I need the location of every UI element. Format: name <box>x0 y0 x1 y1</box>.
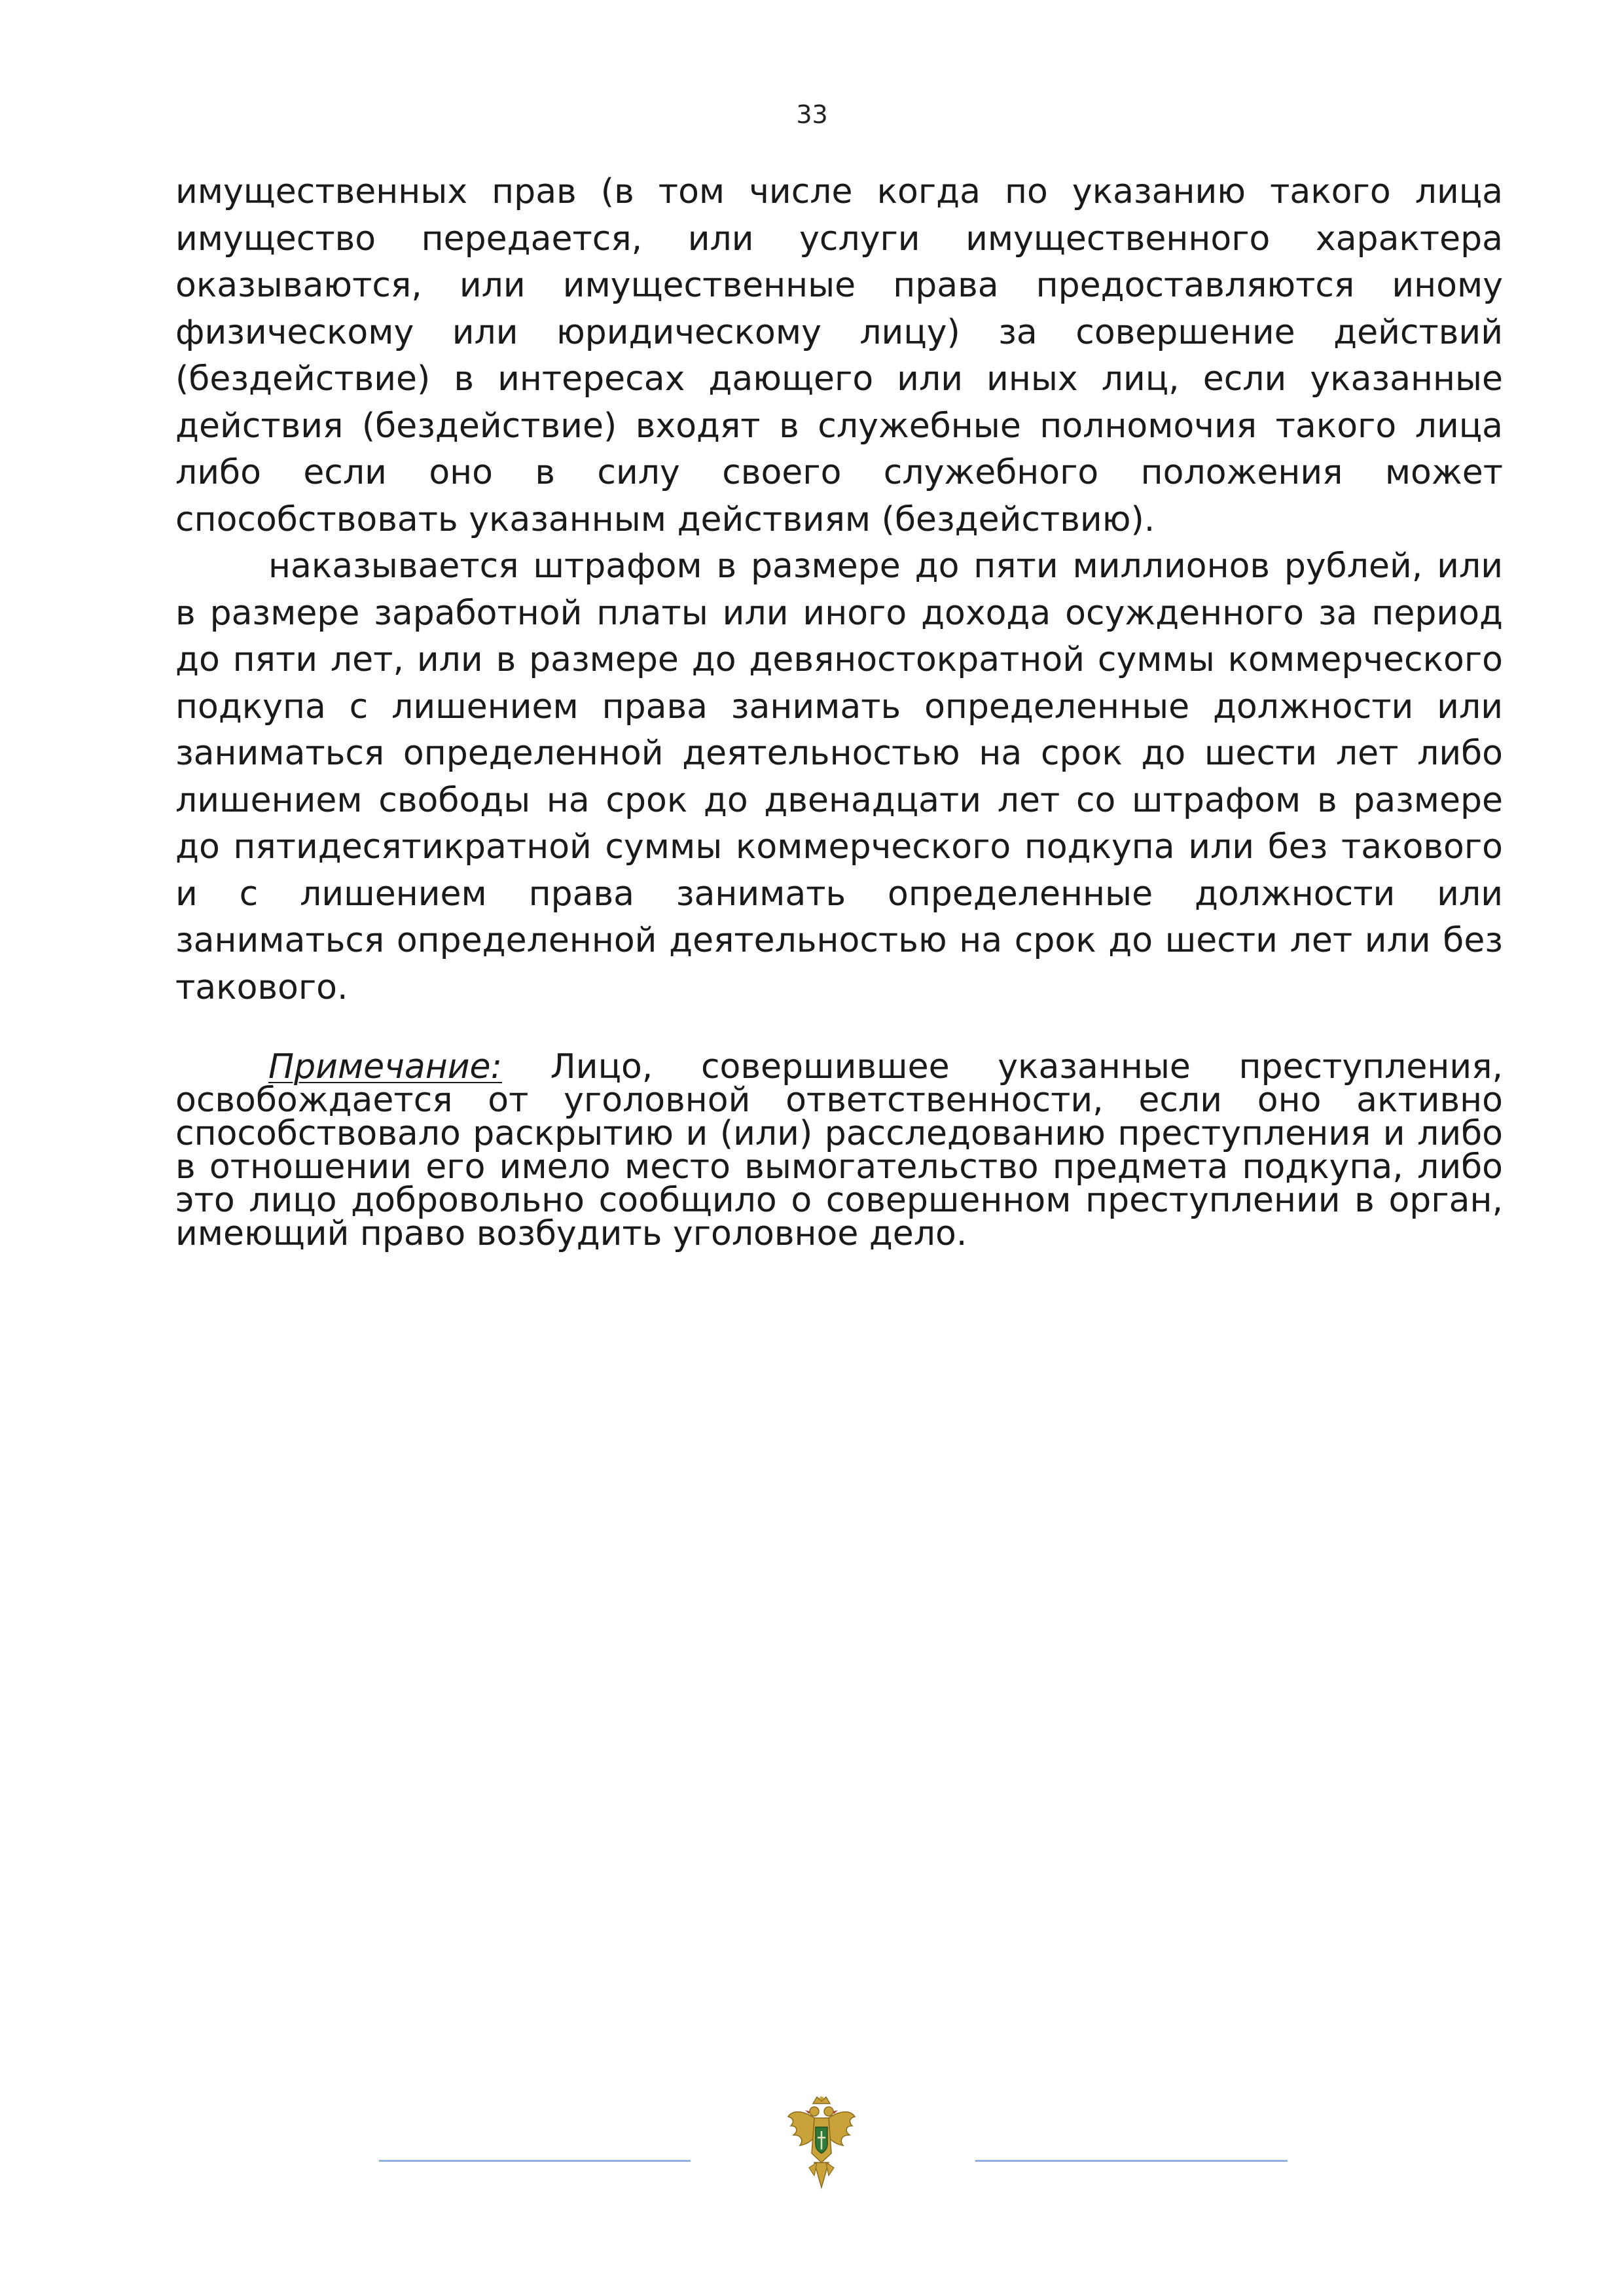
note-label: Примечание: <box>268 1047 503 1086</box>
double-headed-eagle-emblem-icon <box>785 2094 857 2193</box>
body-paragraph-1: имущественных прав (в том числе когда по указанию такого лица имущество передается, или услуги имущественного характера оказываются, или имущественные права предоставляются иному физическому или юридическому лицу) за совершение действий (бездействие) в интересах дающего или иных лиц, если указанные действия (бездействие) входят в служебные полномочия такого лица либо если оно в силу своего служебного положения может способствовать указанным действиям (бездействию). <box>175 172 1503 539</box>
footer-divider-left <box>379 2160 691 2162</box>
document-body <box>175 169 1503 1285</box>
page-number: 33 <box>796 100 828 129</box>
note-text: Лицо, совершившее указанные преступления, освобождается от уголовной ответственности, если оно активно способствовало раскрытию и (или) расследованию преступления и либо в отношении его имело место вымогательство предмета подкупа, либо это лицо добровольно сообщило о совершенном преступлении в орган, имеющий право возбудить уголовное дело. <box>175 1047 1503 1253</box>
body-paragraph-2: наказывается штрафом в размере до пяти миллионов рублей, или в размере заработной платы или иного дохода осужденного за период до пяти лет, или в размере до девяностократной суммы коммерческого подкупа с лишением права занимать определенные должности или заниматься определенной деятельностью на срок до шести лет либо лишением свободы на срок до двенадцати лет со штрафом в размере до пятидесятикратной суммы коммерческого подкупа или без такового и с лишением права занимать определенные должности или заниматься определенной деятельностью на срок до шести лет или без такового. <box>175 547 1503 1007</box>
footer-divider-right <box>975 2160 1288 2162</box>
page-footer <box>0 2094 1624 2225</box>
note-paragraph <box>175 1047 1503 1253</box>
